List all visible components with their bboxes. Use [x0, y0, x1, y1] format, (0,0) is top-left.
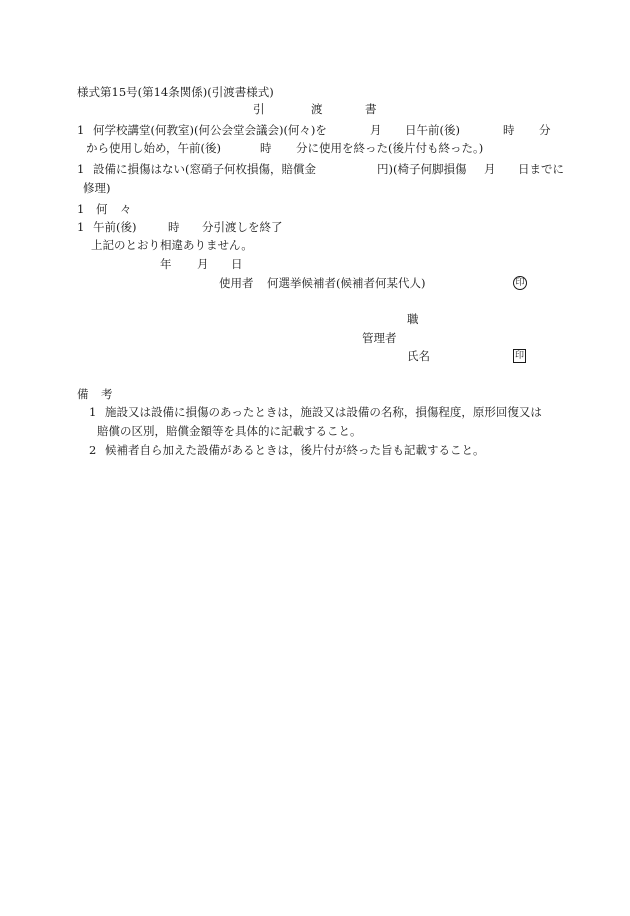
manager-seal-icon: 印 — [514, 351, 524, 361]
item-2-month: 月 — [484, 162, 496, 176]
note-1-line1: 施設又は設備に損傷のあったときは，施設又は設備の名称，損傷程度，原形回復又は — [105, 405, 542, 419]
item-1-text-line2: から使用し始め，午前(後) — [86, 141, 222, 155]
user-seal-icon: 印 — [513, 276, 527, 290]
user-label: 使用者 — [219, 276, 254, 290]
manager-name-label: 氏名 — [407, 349, 430, 363]
item-4-ampm: 午前(後) — [93, 220, 137, 234]
manager-post: 職 — [407, 312, 419, 326]
item-4-hour: 時 — [168, 220, 180, 234]
user-name: 何選挙候補者(候補者何某代人) — [267, 276, 426, 290]
item-3-text-a: 何 — [96, 202, 108, 216]
title-char-1: 引 — [253, 102, 265, 116]
item-2-yen: 円)(椅子何脚損傷 — [377, 162, 467, 176]
item-1-line2-rest: 分に使用を終った(後片付も終った。) — [296, 141, 484, 155]
item-4-number: 1 — [77, 220, 85, 234]
item-2-text: 設備に損傷はない(窓硝子何枚損傷，賠償金 — [93, 162, 316, 176]
confirmation-text: 上記のとおり相違ありません。 — [91, 238, 253, 252]
form-header: 様式第15号(第14条関係)(引渡書様式) — [77, 85, 274, 99]
item-1-day-ampm: 日午前(後) — [405, 123, 460, 137]
item-1-minute: 分 — [539, 123, 551, 137]
item-1-hour: 時 — [503, 123, 515, 137]
title-char-3: 書 — [365, 102, 377, 116]
title-char-2: 渡 — [311, 102, 323, 116]
note-1-line2: 賠償の区別，賠償金額等を具体的に記載すること。 — [97, 424, 362, 438]
item-1-line2-hour: 時 — [260, 141, 272, 155]
item-3-text-b: 々 — [120, 202, 132, 216]
item-1-text: 何学校講堂(何教室)(何公会堂会議会)(何々)を — [93, 123, 327, 137]
item-3-number: 1 — [77, 202, 85, 216]
note-2-text: 候補者自ら加えた設備があるときは，後片付が終った旨も記載すること。 — [105, 443, 485, 457]
item-1-month: 月 — [370, 123, 382, 137]
note-2-number: 2 — [89, 443, 97, 457]
notes-heading-b: 考 — [101, 387, 113, 401]
date-month: 月 — [197, 257, 209, 271]
date-year: 年 — [160, 257, 172, 271]
item-2-until: 日までに — [518, 162, 564, 176]
item-2-line2: 修理) — [83, 181, 111, 195]
notes-heading-a: 備 — [77, 387, 89, 401]
manager-label: 管理者 — [362, 331, 397, 345]
item-2-number: 1 — [77, 162, 85, 176]
item-1-number: 1 — [77, 123, 85, 137]
item-4-rest: 分引渡しを終了 — [202, 220, 283, 234]
note-1-number: 1 — [89, 405, 97, 419]
date-day: 日 — [231, 257, 243, 271]
